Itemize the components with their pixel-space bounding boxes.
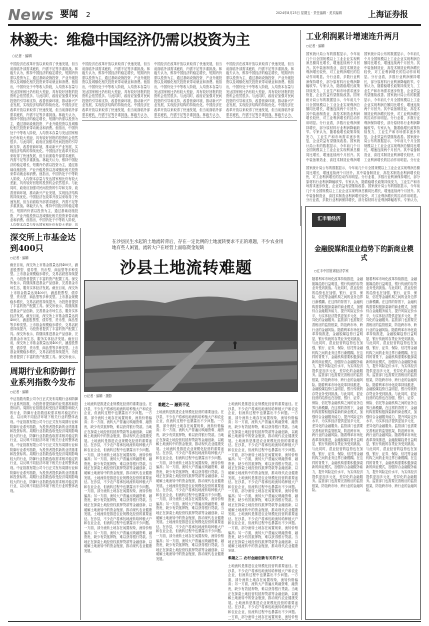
feature-body-col3: 土地流转是推进农业规模化经营的重要途径。在沙县，不少农户将承包地流转给种植大户和农业企业，但流转过程中也暴露出不少问题。一方面，部分流转土地存在闲置现象，流转价格偏高；另一方面，流转大户普遍反映融资难、融资贵，缺少有效抵押物，难以获得银行贷款。当地正在探索土地经营权抵押贷款等金融创新，以破解土地流转中的资金瓶颈，推动现代农业健康发展。土地流转是推进农业规模化经营的重要途径。在沙县，不少农户将承包地流转给种植大户和农业企业，但流转过程中也暴露出不少问题。一方面，部分流转土地存在闲置现象，流转价格偏高；另一方面，流转大户普遍反映融资难、融资贵，缺少有效抵押物，难以获得银行贷款。当地正在探索土地经营权抵押贷款等金融创新，以破解土地流转中的资金瓶颈，推动现代农业健康发展。土地流转是推进农业规模化经营的重要途径。在沙县，不少农户将承包地流转给种植大户和农业企业，但流转过程中也暴露出不少问题。一方面，部分流转土地存在闲置现象，流转价格偏高；另一方面，流转大户普遍反映融资难、融资贵，缺少有效抵押物，难以获得银行贷款。当地正在探索土地经营权抵押贷款等金融创新，以破解土地流转中的资金瓶颈，推动现代农业健康发展。土地流转是推进农业规模化经营的重要途径。在沙县，不少农户将承包地流转给种植大户和农业企业，但流转过程中也暴露出不少问题。一方面，部分流转土地存在闲置现象，流转价格偏高；另一方面，流转大户普遍反映融资难、融资贵，缺少有效抵押物，难以获得银行贷款。当地正在探索土地经营权抵押贷款等金融创新，以破解土地流转中的资金瓶颈，推动现代农业健康发展。	[228, 402, 298, 552]
column-divider-right	[301, 206, 302, 620]
paper-name: 上海证券报	[368, 9, 408, 19]
feature-photo	[84, 280, 298, 392]
left-bottom-rule	[10, 362, 78, 363]
left-bottom-byline: ○记者 · 编辑	[10, 390, 29, 394]
column-tag-label: 汇丰看经济	[317, 217, 341, 222]
lead-body-col3: 中国经济在改革开放以来取得了快速发展，但当前面临外部需求疲软、内需不足等多重挑战。林毅夫认为，维持中国经济的稳定增长，短期内仍需以投资为主，通过基础设施投资、产业升级投资以及城镇化相关投资来带动就业和消费。他指出，中国仍处于中等收入阶段，人均资本存量与发达国家相比仍有较大差距，具有较好回报的投资机会依然很多。与此同时，政府应加强对民间投资的引导和支持，改善营商环境，推动新兴产业发展，实现经济结构的持续优化。中国经济在改革开放以来取得了快速发展，但当前面临外部需求疲软、内需不足等多重挑战。林毅夫认为，	[154, 62, 222, 117]
left-mid-byline: ○记者 · 编辑	[10, 256, 29, 260]
lead-headline: 林毅夫：维稳中国经济仍需以投资为主	[10, 32, 250, 49]
feature-kicker: 在沙县民生水起的土地流转背后，存在一定比例的土地流转要求不正的难题，不少农业用地有些人闲置，流转大户在经营上面临资金短缺	[112, 240, 284, 252]
feature-subhead-1: 难题之一 融资不足	[158, 402, 190, 407]
left-mid-body: 截至目前，深交所上市基金数量达到400只，涵盖股票型、债券型、货币型、商品型等多种类型。上市基金规模稳步增长，交易活跃度持续提升，为投资者提供了丰富的资产配置工具。深交所表示，将继续推进基金产品创新，完善基金市场生态，服务实体经济发展。截至目前，深交所上市基金数量达到400只，涵盖股票型、债券型、货币型、商品型等多种类型。上市基金规模稳步增长，交易活跃度持续提升，为投资者提供了丰富的资产配置工具。深交所表示，将继续推进基金产品创新，完善基金市场生态，服务实体经济发展。截至目前，深交所上市基金数量达到400只，涵盖股票型、债券型、货币型、商品型等多种类型。上市基金规模稳步增长，交易活跃度持续提升，为投资者提供了丰富的资产配置工具。深交所表示，将继续推进基金产品创新，完善基金市场生态，服务实体经济发展。截至目前，深交所上市基金数量达到400只，涵盖股票型、债券型、货币型、商品型等多种类型。上市基金规模稳步增长，交易活跃度持续提升，为投资者提供了丰富的资产配置工具。深交所表示，	[10, 263, 78, 359]
feature-subhead-2: 难题之二 农村金融创新有关若不足	[228, 556, 284, 560]
page-number: 2	[86, 11, 91, 19]
left-bottom-body: 中证指数有限公司今日正式发布周期行业和防御行业系列指数，为投资者提供新的业绩基准和投资标的。周期行业指数选取受经济周期影响较大的行业，防御行业指数选取需求相对稳定的行业，以反映不同经济环境下相关行业的整体表现。中证指数有限公司今日正式发布周期行业和防御行业系列指数，为投资者提供新的业绩基准和投资标的。周期行业指数选取受经济周期影响较大的行业，防御行业指数选取需求相对稳定的行业，以反映不同经济环境下相关行业的整体表现。中证指数有限公司今日正式发布周期行业和防御行业系列指数，为投资者提供新的业绩基准和投资标的。周期行业指数选取受经济周期影响较大的行业，防御行业指数选取需求相对稳定的行业，以反映不同经济环境下相关行业的整体表现。中证指数有限公司今日正式发布周期行业和防御行业系列指数，为投资者提供新的业绩基准和投资标的。周期行业指数选取受经济周期影响较大的行业，防御行业指数选取需求相对稳定的行业，以反映不同经济环境下相关行业的整体表现。	[10, 397, 78, 493]
feature-body-col1: 土地流转是推进农业规模化经营的重要途径。在沙县，不少农户将承包地流转给种植大户和农业企业，但流转过程中也暴露出不少问题。一方面，部分流转土地存在闲置现象，流转价格偏高；另一方面，流转大户普遍反映融资难、融资贵，缺少有效抵押物，难以获得银行贷款。当地正在探索土地经营权抵押贷款等金融创新，以破解土地流转中的资金瓶颈，推动现代农业健康发展。土地流转是推进农业规模化经营的重要途径。在沙县，不少农户将承包地流转给种植大户和农业企业，但流转过程中也暴露出不少问题。一方面，部分流转土地存在闲置现象，流转价格偏高；另一方面，流转大户普遍反映融资难、融资贵，缺少有效抵押物，难以获得银行贷款。当地正在探索土地经营权抵押贷款等金融创新，以破解土地流转中的资金瓶颈，推动现代农业健康发展。土地流转是推进农业规模化经营的重要途径。在沙县，不少农户将承包地流转给种植大户和农业企业，但流转过程中也暴露出不少问题。一方面，部分流转土地存在闲置现象，流转价格偏高；另一方面，流转大户普遍反映融资难、融资贵，缺少有效抵押物，难以获得银行贷款。当地正在探索土地经营权抵押贷款等金融创新，以破解土地流转中的资金瓶颈，推动现代农业健康发展。土地流转是推进农业规模化经营的重要途径。在沙县，不少农户将承包地流转给种植大户和农业企业，但流转过程中也暴露出不少问题。一方面，部分流转土地存在闲置现象，流转价格偏高；另一方面，流转大户普遍反映融资难、融资贵，缺少有效抵押物，难以获得银行贷款。当地正在探索土地经营权抵押贷款等金融创新，以破解土地流转中的资金瓶颈，推动现代农业健康发展。	[84, 402, 152, 553]
date-line: 2024年8月23日 星期五 · 责任编辑 · 美术编辑	[276, 11, 342, 15]
column-divider	[300, 30, 301, 226]
column-headline: 金融脱媒和混业趋势下的新商业模式	[314, 245, 414, 262]
feature-photo-caption: ○记者 · 编辑 · 摄影	[84, 394, 112, 398]
left-mid-rule	[10, 228, 78, 229]
column-body-col1: 随着利率市场化改革持续推进，金融脱媒趋势日益明显，银行传统的存贷业务受到挑战。与此同时，混业经营的趋势也在加强，银行、证券、保险、信托等金融机构之间的业务边界日渐模糊。在这样的背景下，金融机构需要积极探索新的商业模式，加强综合金融服务能力，提升风险定价水平，为实体经济提供更加多元化、差异化的金融服务。监管部门也需要完善相应的监管框架，防范跨市场、跨行业的金融风险。随着利率市场化改革持续推进，金融脱媒趋势日益明显，银行传统的存贷业务受到挑战。与此同时，混业经营的趋势也在加强，银行、证券、保险、信托等金融机构之间的业务边界日渐模糊。在这样的背景下，金融机构需要积极探索新的商业模式，加强综合金融服务能力，提升风险定价水平，为实体经济提供更加多元化、差异化的金融服务。监管部门也需要完善相应的监管框架，防范跨市场、跨行业的金融风险。随着利率市场化改革持续推进，金融脱媒趋势日益明显，银行传统的存贷业务受到挑战。与此同时，混业经营的趋势也在加强，银行、证券、保险、信托等金融机构之间的业务边界日渐模糊。在这样的背景下，金融机构需要积极探索新的商业模式，加强综合金融服务能力，提升风险定价水平，为实体经济提供更加多元化、差异化的金融服务。监管部门也需要完善相应的监管框架，防范跨市场、跨行业的金融风险。随着利率市场化改革持续推进，金融脱媒趋势日益明显，银行传统的存贷业务受到挑战。与此同时，混业经营的趋势也在加强，银行、证券、保险、信托等金融机构之间的业务边界日渐模糊。在这样的背景下，金融机构需要积极探索新的商业模式，加强综合金融服务能力，提升风险定价水平，为实体经济提供更加多元化、差异化的金融服务。监管部门也需要完善相应的监管框架，防范跨市场、跨行业的金融风险。	[312, 277, 363, 493]
masthead-rule	[8, 24, 421, 26]
left-bottom-headline: 周期行业和防御行业系列指数今发布	[10, 366, 76, 387]
column-tag	[312, 213, 346, 227]
column-box	[305, 206, 421, 620]
column-divider-left	[80, 228, 81, 620]
column-body-col2: 随着利率市场化改革持续推进，金融脱媒趋势日益明显，银行传统的存贷业务受到挑战。与此同时，混业经营的趋势也在加强，银行、证券、保险、信托等金融机构之间的业务边界日渐模糊。在这样的背景下，金融机构需要积极探索新的商业模式，加强综合金融服务能力，提升风险定价水平，为实体经济提供更加多元化、差异化的金融服务。监管部门也需要完善相应的监管框架，防范跨市场、跨行业的金融风险。随着利率市场化改革持续推进，金融脱媒趋势日益明显，银行传统的存贷业务受到挑战。与此同时，混业经营的趋势也在加强，银行、证券、保险、信托等金融机构之间的业务边界日渐模糊。在这样的背景下，金融机构需要积极探索新的商业模式，加强综合金融服务能力，提升风险定价水平，为实体经济提供更加多元化、差异化的金融服务。监管部门也需要完善相应的监管框架，防范跨市场、跨行业的金融风险。随着利率市场化改革持续推进，金融脱媒趋势日益明显，银行传统的存贷业务受到挑战。与此同时，混业经营的趋势也在加强，银行、证券、保险、信托等金融机构之间的业务边界日渐模糊。在这样的背景下，金融机构需要积极探索新的商业模式，加强综合金融服务能力，提升风险定价水平，为实体经济提供更加多元化、差异化的金融服务。监管部门也需要完善相应的监管框架，防范跨市场、跨行业的金融风险。随着利率市场化改革持续推进，金融脱媒趋势日益明显，银行传统的存贷业务受到挑战。与此同时，混业经营的趋势也在加强，银行、证券、保险、信托等金融机构之间的业务边界日渐模糊。在这样的背景下，金融机构需要积极探索新的商业模式，加强综合金融服务能力，提升风险定价水平，为实体经济提供更加多元化、差异化的金融服务。监管部门也需要完善相应的监管框架，防范跨市场、跨行业的金融风险。	[366, 277, 417, 493]
lead-body-col4: 中国经济在改革开放以来取得了快速发展，但当前面临外部需求疲软、内需不足等多重挑战。林毅夫认为，维持中国经济的稳定增长，短期内仍需以投资为主，通过基础设施投资、产业升级投资以及城镇化相关投资来带动就业和消费。他指出，中国仍处于中等收入阶段，人均资本存量与发达国家相比仍有较大差距，具有较好回报的投资机会依然很多。与此同时，政府应加强对民间投资的引导和支持，改善营商环境，推动新兴产业发展，实现经济结构的持续优化。中国经济在改革开放以来取得了快速发展，但当前面临外部需求疲软、内需不足等多重挑战。林毅夫认为，	[226, 62, 294, 117]
feature-headline: 沙县土地流转难题	[120, 258, 253, 277]
side-top-body-col3: 国家统计局公布的数据显示，今年前几个月全国规模以上工业企业实现利润总额同比增长，增速连续两个月回升。其中装备制造业、高技术制造业利润增长较快，对工业利润增长的拉动作用明显。分行业看，多数行业利润保持增长，部分原材料行业利润降幅收窄。专家认为，随着稳增长政策持续发力，工业生产和市场需求逐步恢复，企业效益有望继续改善。国家统计局公布的数据显示，今年前几个月全国规模以上工业企业实现利润总额同比增长，增速连续两个月回升。其中装备制造业、高技术制造业利润增长较快，对工业利润增长的拉动作用明显。分行业看，多数行业利润保持增长，部分原材料行业利润降幅收窄。专家认为，	[306, 166, 420, 202]
section-label-cn: 要闻	[60, 10, 79, 20]
feature-body-col2: 土地流转是推进农业规模化经营的重要途径。在沙县，不少农户将承包地流转给种植大户和农业企业，但流转过程中也暴露出不少问题。一方面，部分流转土地存在闲置现象，流转价格偏高；另一方面，流转大户普遍反映融资难、融资贵，缺少有效抵押物，难以获得银行贷款。当地正在探索土地经营权抵押贷款等金融创新，以破解土地流转中的资金瓶颈，推动现代农业健康发展。土地流转是推进农业规模化经营的重要途径。在沙县，不少农户将承包地流转给种植大户和农业企业，但流转过程中也暴露出不少问题。一方面，部分流转土地存在闲置现象，流转价格偏高；另一方面，流转大户普遍反映融资难、融资贵，缺少有效抵押物，难以获得银行贷款。当地正在探索土地经营权抵押贷款等金融创新，以破解土地流转中的资金瓶颈，推动现代农业健康发展。土地流转是推进农业规模化经营的重要途径。在沙县，不少农户将承包地流转给种植大户和农业企业，但流转过程中也暴露出不少问题。一方面，部分流转土地存在闲置现象，流转价格偏高；另一方面，流转大户普遍反映融资难、融资贵，缺少有效抵押物，难以获得银行贷款。当地正在探索土地经营权抵押贷款等金融创新，以破解土地流转中的资金瓶颈，推动现代农业健康发展。土地流转是推进农业规模化经营的重要途径。在沙县，不少农户将承包地流转给种植大户和农业企业，但流转过程中也暴露出不少问题。一方面，部分流转土地存在闲置现象，流转价格偏高；另一方面，流转大户普遍反映融资难、融资贵，缺少有效抵押物，难以获得银行贷款。当地正在探索土地经营权抵押贷款等金融创新，以破解土地流转中的资金瓶颈，推动现代农业健康发展。	[156, 410, 224, 561]
column-byline: ○汇丰中国首席经济学家	[314, 269, 349, 273]
section-label: News	[8, 6, 54, 24]
side-top-byline: ○记者 · 编辑	[306, 44, 325, 48]
lead-body-col2: 中国经济在改革开放以来取得了快速发展，但当前面临外部需求疲软、内需不足等多重挑战。林毅夫认为，维持中国经济的稳定增长，短期内仍需以投资为主，通过基础设施投资、产业升级投资以及城镇化相关投资来带动就业和消费。他指出，中国仍处于中等收入阶段，人均资本存量与发达国家相比仍有较大差距，具有较好回报的投资机会依然很多。与此同时，政府应加强对民间投资的引导和支持，改善营商环境，推动新兴产业发展，实现经济结构的持续优化。中国经济在改革开放以来取得了快速发展，但当前面临外部需求疲软、内需不足等多重挑战。林毅夫认为，	[82, 62, 150, 117]
side-top-body-col2: 国家统计局公布的数据显示，今年前几个月全国规模以上工业企业实现利润总额同比增长，增速连续两个月回升。其中装备制造业、高技术制造业利润增长较快，对工业利润增长的拉动作用明显。分行业看，多数行业利润保持增长，部分原材料行业利润降幅收窄。专家认为，随着稳增长政策持续发力，工业生产和市场需求逐步恢复，企业效益有望继续改善。国家统计局公布的数据显示，今年前几个月全国规模以上工业企业实现利润总额同比增长，增速连续两个月回升。其中装备制造业、高技术制造业利润增长较快，对工业利润增长的拉动作用明显。分行业看，多数行业利润保持增长，部分原材料行业利润降幅收窄。专家认为，随着稳增长政策持续发力，工业生产和市场需求逐步恢复，企业效益有望继续改善。国家统计局公布的数据显示，今年前几个月全国规模以上工业企业实现利润总额同比增长，增速连续两个月回升。其中装备制造业、高技术制造业利润增长较快，对工业利润增长的拉动作用明显。分行业	[364, 52, 420, 162]
farmland-photo-icon	[85, 281, 298, 392]
feature-body-col4: 土地流转是推进农业规模化经营的重要途径。在沙县，不少农户将承包地流转给种植大户和农业企业，但流转过程中也暴露出不少问题。一方面，部分流转土地存在闲置现象，流转价格偏高；另一方面，流转大户普遍反映融资难、融资贵，缺少有效抵押物，难以获得银行贷款。当地正在探索土地经营权抵押贷款等金融创新，以破解土地流转中的资金瓶颈，推动现代农业健康发展。土地流转是推进农业规模化经营的重要途径。在沙县，不少农户将承包地流转给种植大户和农业企业，但流转过程中也暴露出不少问题。一方面，部分流转土地存在闲置现象，流转价格	[228, 564, 298, 619]
lead-body-col1: 中国经济在改革开放以来取得了快速发展，但当前面临外部需求疲软、内需不足等多重挑战。林毅夫认为，维持中国经济的稳定增长，短期内仍需以投资为主，通过基础设施投资、产业升级投资以及城镇化相关投资来带动就业和消费。他指出，中国仍处于中等收入阶段，人均资本存量与发达国家相比仍有较大差距，具有较好回报的投资机会依然很多。与此同时，政府应加强对民间投资的引导和支持，改善营商环境，推动新兴产业发展，实现经济结构的持续优化。中国经济在改革开放以来取得了快速发展，但当前面临外部需求疲软、内需不足等多重挑战。林毅夫认为，维持中国经济的稳定增长，短期内仍需以投资为主，通过基础设施投资、产业升级投资以及城镇化相关投资来带动就业和消费。他指出，中国仍处于中等收入阶段，人均资本存量与发达国家相比仍有较大差距，具有较好回报的投资机会依然很多。与此同时，政府应加强对民间投资的引导和支持，改善营商环境，推动新兴产业发展，实现经济结构的持续优化。中国经济在改革开放以来取得了快速发展，但当前面临外部需求疲软、内需不足等多重挑战。林毅夫认为，维持中国经济的稳定增长，短期内仍需以投资为主，通过基础设施投资、产业升级投资以及城镇化相关投资来带动就业和消费。他指出，中国仍处于中等收入阶段，人均资本存量与发达国家相比仍有较大差距，具有较好回报的投资机会依然很多。与此同时，政府应加强对民间投资的引导和支持，改善营商环境，推动新兴产业发展，实现经济结构的持续优化。中国经济在改革开放以来取得了快速发展，但当前面临外部需求疲软、内需不足等多重挑战。林毅夫认为，维持中国经济的稳定增长，短期内仍需以投资为主，通过基础设施投资、产业升级投资以及城镇化相关投资来带动就业和消费。他指出，中国仍处于中等收入阶段，人均资本存量与发达国家相比仍有较大差距，具	[10, 62, 78, 226]
feature-top-rule	[82, 120, 297, 121]
lead-byline: ○记者 · 编辑	[12, 54, 32, 58]
side-top-headline: 工业利润累计增速连升两月	[306, 32, 400, 41]
left-mid-headline: 深交所上市基金达到400只	[10, 232, 76, 253]
footer-rule	[8, 621, 421, 622]
side-top-body-col1: 国家统计局公布的数据显示，今年前几个月全国规模以上工业企业实现利润总额同比增长，增速连续两个月回升。其中装备制造业、高技术制造业利润增长较快，对工业利润增长的拉动作用明显。分行业看，多数行业利润保持增长，部分原材料行业利润降幅收窄。专家认为，随着稳增长政策持续发力，工业生产和市场需求逐步恢复，企业效益有望继续改善。国家统计局公布的数据显示，今年前几个月全国规模以上工业企业实现利润总额同比增长，增速连续两个月回升。其中装备制造业、高技术制造业利润增长较快，对工业利润增长的拉动作用明显。分行业看，多数行业利润保持增长，部分原材料行业利润降幅收窄。专家认为，随着稳增长政策持续发力，工业生产和市场需求逐步恢复，企业效益有望继续改善。国家统计局公布的数据显示，今年前几个月全国规模以上工业企业实现利润总额同比增长，增速连续两个月回升。其中装备制造业、高技术制造业利润增	[306, 52, 360, 162]
